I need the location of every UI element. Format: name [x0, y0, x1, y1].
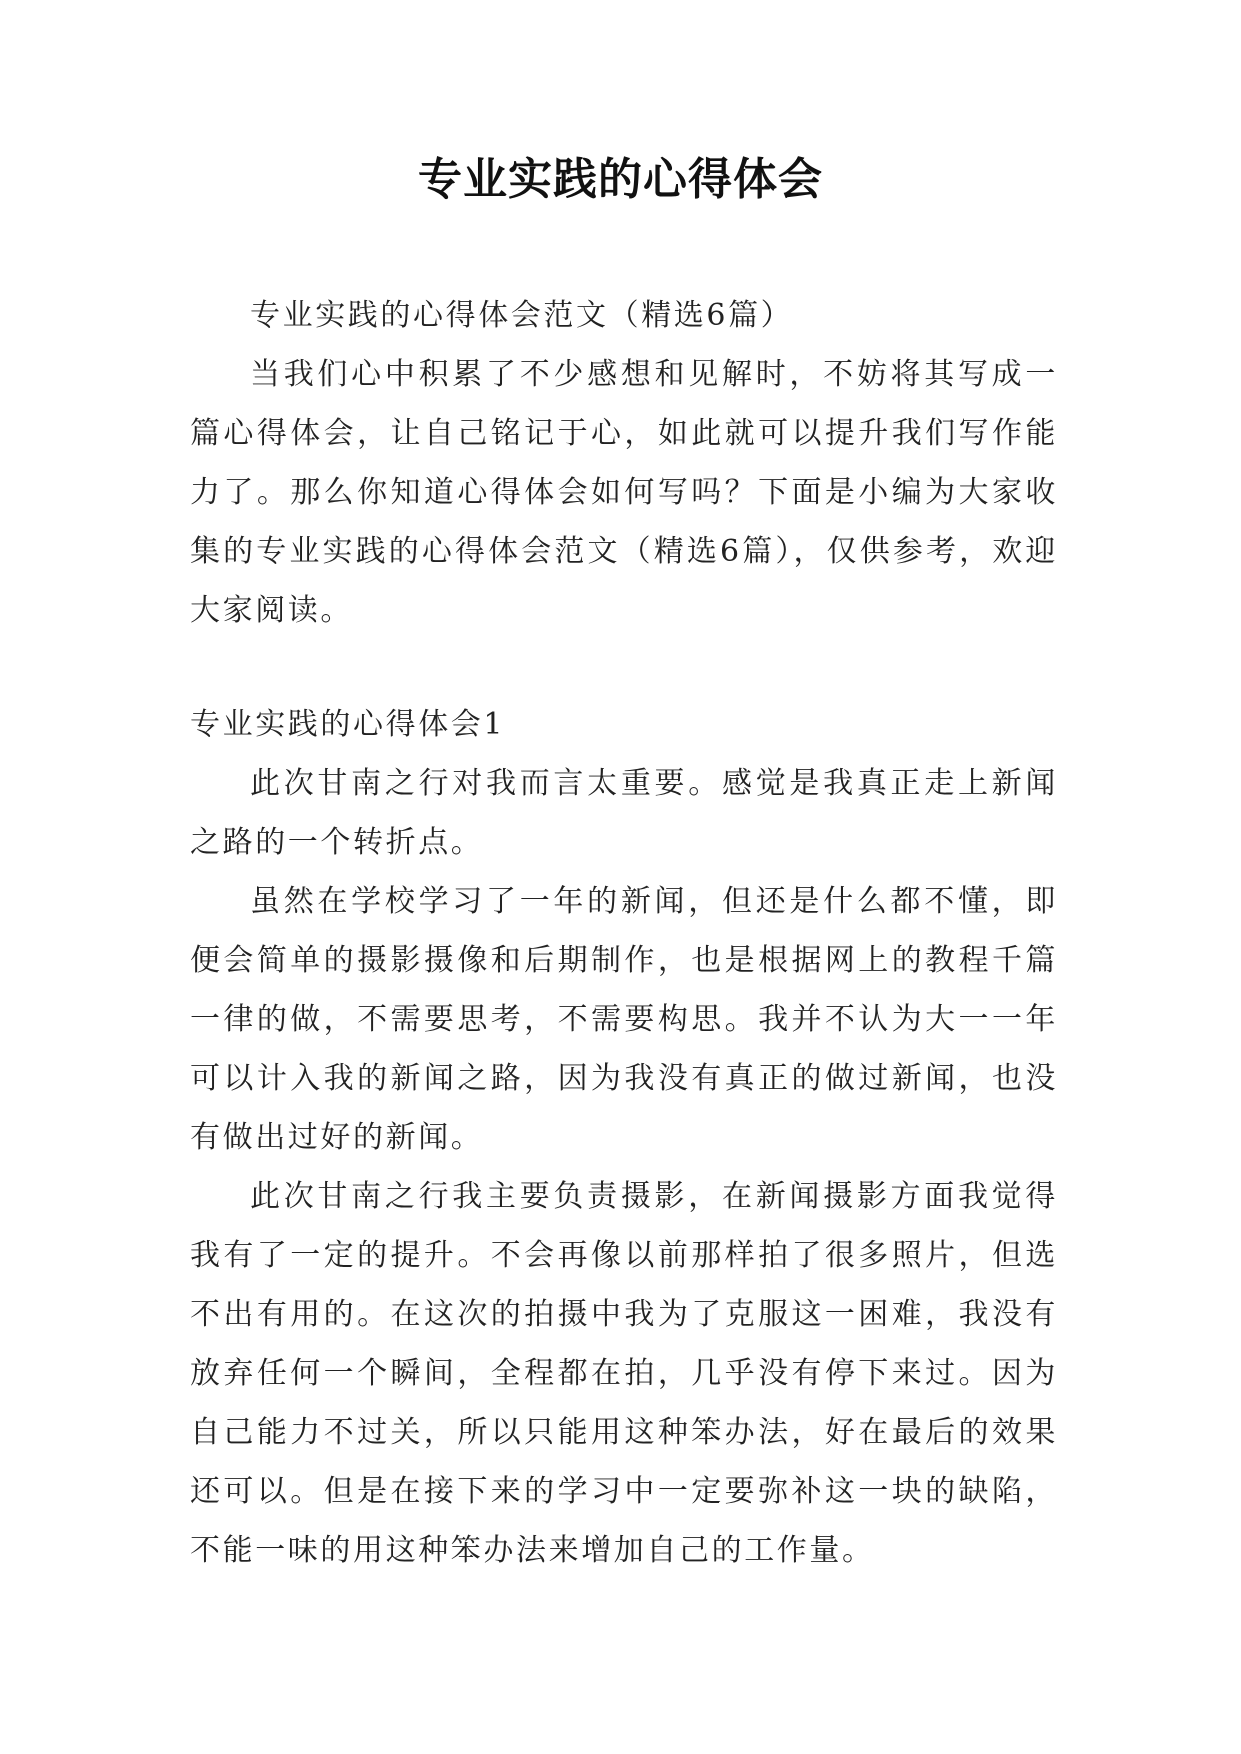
document-subtitle: 专业实践的心得体会范文（精选6篇）	[250, 298, 794, 333]
section-heading: 专业实践的心得体会1	[190, 707, 506, 742]
section-paragraph: 虽然在学校学习了一年的新闻，但还是什么都不懂，即便会简单的摄影摄像和后期制作，也是根据网上的教程千篇一律的做，不需要思考，不需要构思。我并不认为大一一年可以计入我的新闻之路，因为我没有真正的做过新闻，也没有做出过好的新闻。	[190, 884, 1058, 1155]
intro-paragraph: 当我们心中积累了不少感想和见解时，不妨将其写成一篇心得体会，让自己铭记于心，如此就可以提升我们写作能力了。那么你知道心得体会如何写吗？下面是小编为大家收集的专业实践的心得体会范文（精选6篇），仅供参考，欢迎大家阅读。	[190, 357, 1058, 628]
intro-block	[190, 286, 1058, 640]
section-paragraph: 此次甘南之行我主要负责摄影，在新闻摄影方面我觉得我有了一定的提升。不会再像以前那样拍了很多照片，但选不出有用的。在这次的拍摄中我为了克服这一困难，我没有放弃任何一个瞬间，全程都在拍，几乎没有停下来过。因为自己能力不过关，所以只能用这种笨办法，好在最后的效果还可以。但是在接下来的学习中一定要弥补这一块的缺陷，不能一味的用这种笨办法来增加自己的工作量。	[190, 1179, 1058, 1568]
document-title: 专业实践的心得体会	[418, 154, 823, 205]
section-1	[190, 695, 1058, 1580]
section-paragraph: 此次甘南之行对我而言太重要。感觉是我真正走上新闻之路的一个转折点。	[190, 766, 1058, 860]
